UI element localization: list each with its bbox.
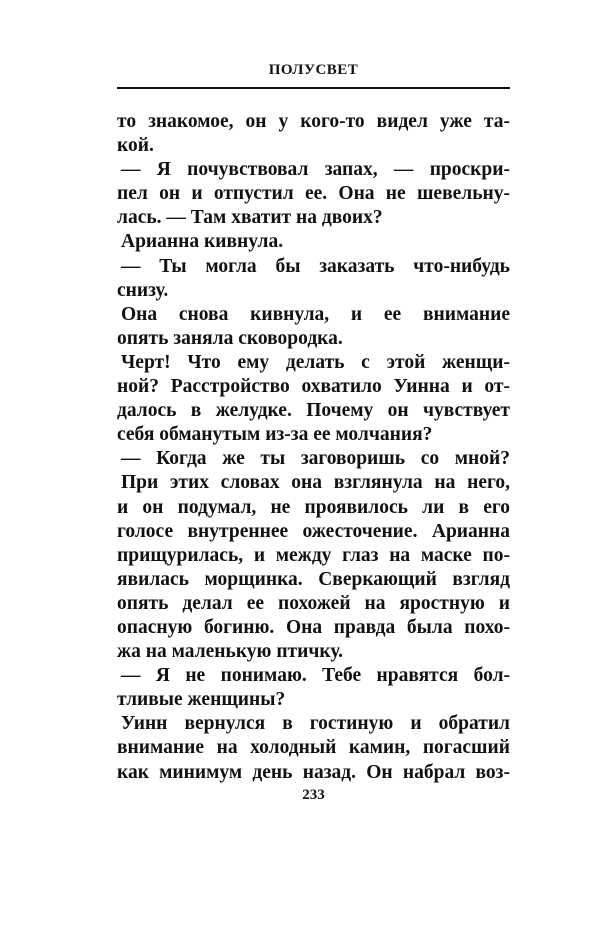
- running-header: ПОЛУСВЕТ: [268, 62, 359, 78]
- text-line: жа на маленькую птичку.: [117, 641, 344, 663]
- text-line: ной? Расстройство охватило Уинна и от-: [117, 376, 510, 398]
- text-line: опять делал ее похожей на яростную и: [117, 592, 510, 614]
- text-line: и он подумал, не проявилось ли в его: [117, 496, 510, 518]
- text-line: — Ты могла бы заказать что-нибудь: [121, 255, 510, 277]
- text-line: снизу.: [117, 279, 169, 301]
- text-line: кой.: [117, 135, 154, 157]
- text-line: Уинн вернулся в гостиную и обратил: [121, 713, 510, 735]
- text-line: опять заняла сковородка.: [117, 327, 343, 349]
- text-line: тливые женщины?: [117, 689, 286, 711]
- text-line: Арианна кивнула.: [121, 231, 284, 253]
- text-line: голосе внутреннее ожесточение. Арианна: [117, 520, 510, 542]
- text-line: далось в желудке. Почему он чувствует: [117, 400, 510, 422]
- text-line: как минимум день назад. Он набрал воз-: [117, 761, 510, 783]
- text-line: Черт! Что ему делать с этой женщи-: [121, 351, 510, 373]
- text-line: При этих словах она взглянула на него,: [121, 472, 510, 494]
- page-body-text: [117, 110, 510, 785]
- text-line: — Когда же ты заговоришь со мной?: [121, 448, 510, 470]
- header-rule: [117, 87, 510, 89]
- text-line: Она снова кивнула, и ее внимание: [121, 303, 510, 325]
- text-line: внимание на холодный камин, погасший: [117, 737, 510, 759]
- page-number: 233: [302, 787, 325, 803]
- text-line: опасную богиню. Она правда была похо-: [117, 616, 510, 638]
- text-line: лась. — Там хватит на двоих?: [117, 207, 383, 229]
- text-line: — Я почувствовал запах, — проскри-: [121, 159, 510, 181]
- text-line: явилась морщинка. Сверкающий взгляд: [117, 568, 510, 590]
- text-line: себя обманутым из-за ее молчания?: [117, 424, 433, 446]
- text-line: пел он и отпустил ее. Она не шевельну-: [117, 183, 510, 205]
- text-line: — Я не понимаю. Тебе нравятся бол-: [121, 665, 510, 687]
- text-line: прищурилась, и между глаз на маске по-: [117, 544, 510, 566]
- text-line: то знакомое, он у кого-то видел уже та-: [117, 111, 510, 132]
